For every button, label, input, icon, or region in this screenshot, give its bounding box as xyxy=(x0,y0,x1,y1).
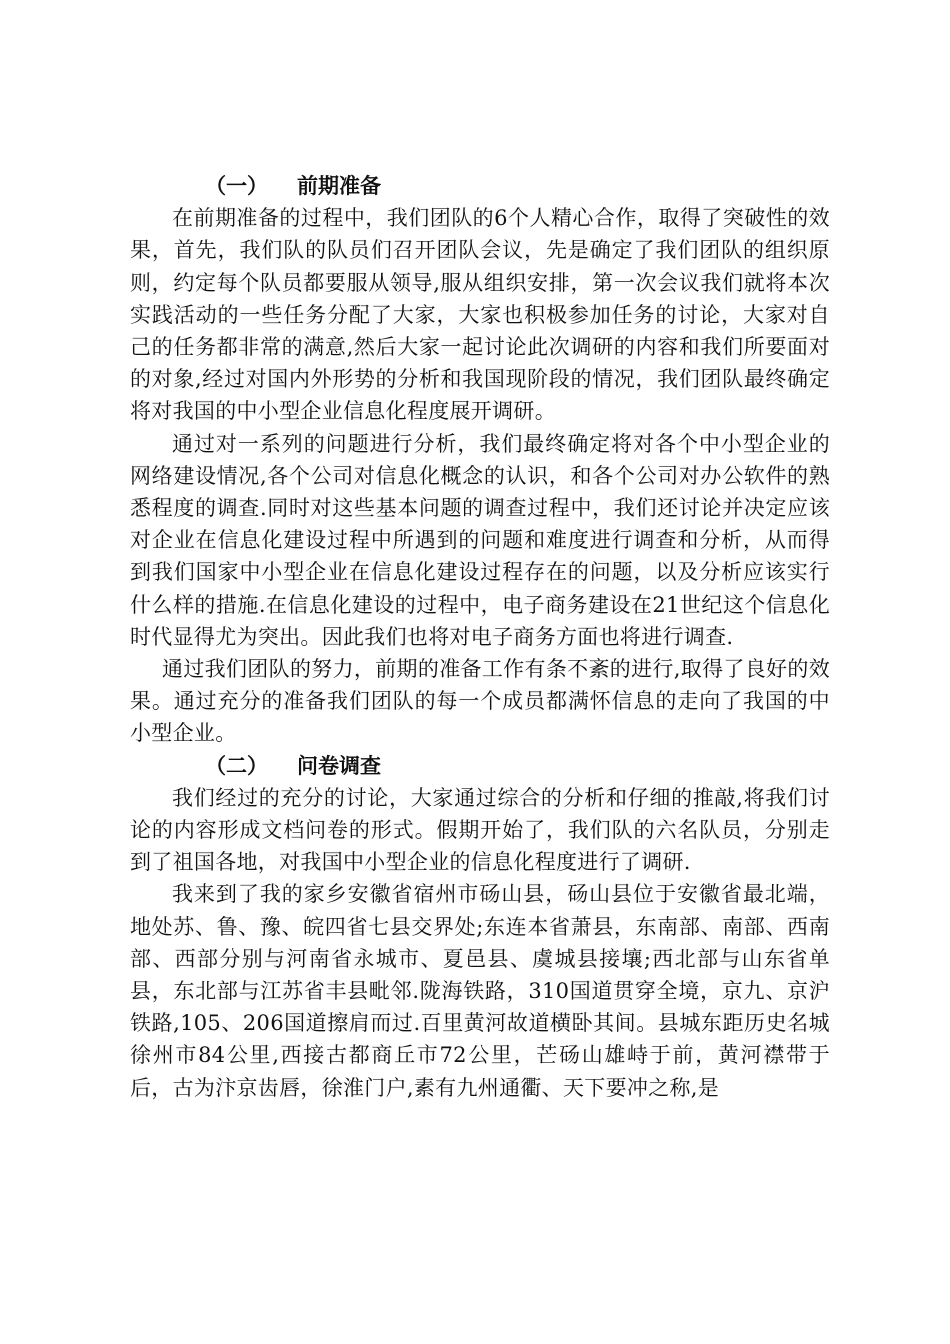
section-title: 问卷调查 xyxy=(297,752,381,778)
section-heading-1 xyxy=(130,170,830,202)
paragraph: 我们经过的充分的讨论，大家通过综合的分析和仔细的推敲,将我们讨论的内容形成文档问卷的形式。假期开始了，我们队的六名队员，分别走到了祖国各地，对我国中小型企业的信息化程度进行了调研. xyxy=(130,785,830,875)
section-number: （一） xyxy=(205,173,268,198)
section-number: （二） xyxy=(205,752,268,778)
section-title: 前期准备 xyxy=(297,173,381,198)
paragraph: 通过我们团队的努力，前期的准备工作有条不紊的进行,取得了良好的效果。通过充分的准备我们团队的每一个成员都满怀信息的走向了我国的中小型企业。 xyxy=(130,657,830,746)
section-heading-2 xyxy=(130,750,830,782)
paragraph: 我来到了我的家乡安徽省宿州市砀山县，砀山县位于安徽省最北端，地处苏、鲁、豫、皖四省七县交界处;东连本省萧县，东南部、南部、西南部、西部分别与河南省永城市、夏邑县、虞城县接壤;西北部与山东省单县，东北部与江苏省丰县毗邻.陇海铁路，310国道贯穿全境，京九、京沪铁路,105、206国道擦肩而过.百里黄河故道横卧其间。县城东距历史名城徐州市84公里,西接古都商丘市72公里，芒砀山雄峙于前，黄河襟带于后，古为汴京齿唇，徐淮门户,素有九州通衢、天下要冲之称,是 xyxy=(130,882,830,1100)
document-body xyxy=(130,170,830,1104)
paragraph: 通过对一系列的问题进行分析，我们最终确定将对各个中小型企业的网络建设情况,各个公司对信息化概念的认识，和各个公司对办公软件的熟悉程度的调查.同时对这些基本问题的调查过程中，我们还讨论并决定应该对企业在信息化建设过程中所遇到的问题和难度进行调查和分析，从而得到我们国家中小型企业在信息化建设过程存在的问题，以及分析应该实行什么样的措施.在信息化建设的过程中，电子商务建设在21世纪这个信息化时代显得尤为突出。因此我们也将对电子商务方面也将进行调查. xyxy=(130,431,830,649)
paragraph: 在前期准备的过程中，我们团队的6个人精心合作，取得了突破性的效果，首先，我们队的队员们召开团队会议，先是确定了我们团队的组织原则，约定每个队员都要服从领导,服从组织安排，第一次会议我们就将本次实践活动的一些任务分配了大家，大家也积极参加任务的讨论，大家对自己的任务都非常的满意,然后大家一起讨论此次调研的内容和我们所要面对的对象,经过对国内外形势的分析和我国现阶段的情况，我们团队最终确定将对我国的中小型企业信息化程度展开调研。 xyxy=(130,206,830,424)
